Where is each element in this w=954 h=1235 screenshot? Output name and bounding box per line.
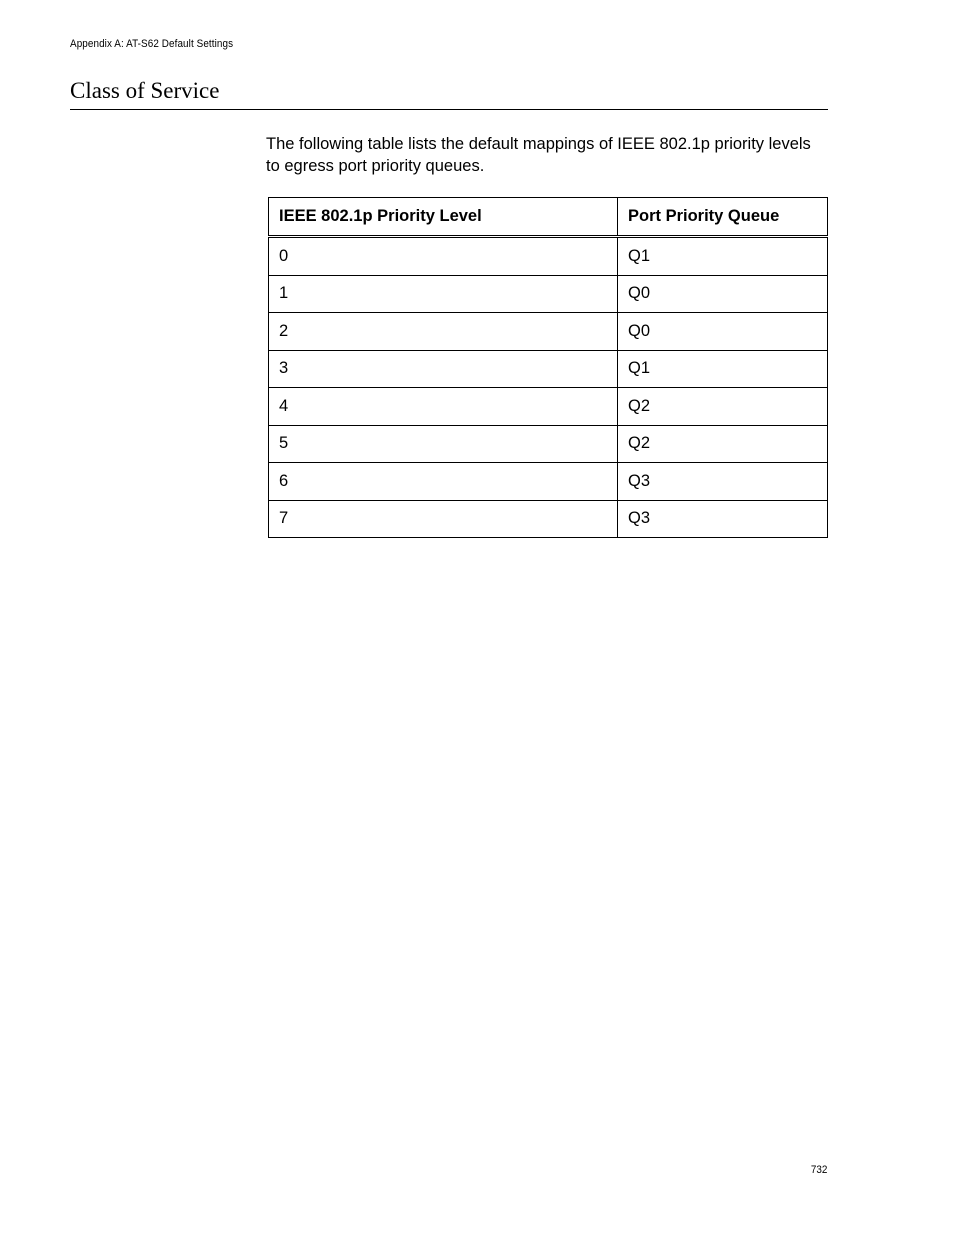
page-number: 732 [810, 1164, 827, 1176]
running-header: Appendix A: AT-S62 Default Settings [70, 38, 234, 50]
port-queue-cell: Q1 [618, 237, 828, 276]
intro-paragraph: The following table lists the default mappings of IEEE 802.1p priority levels to egress port priority queues. [266, 135, 811, 175]
table-row [269, 388, 828, 426]
priority-level-cell: 7 [269, 500, 618, 538]
title-rule [70, 109, 828, 110]
port-queue-cell: Q0 [618, 275, 828, 313]
priority-level-cell: 2 [269, 313, 618, 351]
port-queue-cell: Q1 [618, 350, 828, 388]
priority-level-cell: 6 [269, 463, 618, 501]
table-row [269, 500, 828, 538]
priority-level-cell: 4 [269, 388, 618, 426]
table-row [269, 425, 828, 463]
port-queue-cell: Q2 [618, 425, 828, 463]
port-queue-cell: Q2 [618, 388, 828, 426]
priority-mapping-table [268, 197, 828, 538]
column-header-port-queue: Port Priority Queue [618, 198, 828, 237]
table-row [269, 237, 828, 276]
table-header-row [269, 198, 828, 237]
priority-level-cell: 0 [269, 237, 618, 276]
table-row [269, 463, 828, 501]
port-queue-cell: Q3 [618, 500, 828, 538]
port-queue-cell: Q0 [618, 313, 828, 351]
priority-level-cell: 1 [269, 275, 618, 313]
column-header-priority-level: IEEE 802.1p Priority Level [269, 198, 618, 237]
table-row [269, 275, 828, 313]
priority-level-cell: 3 [269, 350, 618, 388]
priority-level-cell: 5 [269, 425, 618, 463]
table-row [269, 350, 828, 388]
port-queue-cell: Q3 [618, 463, 828, 501]
table-row [269, 313, 828, 351]
section-title: Class of Service [70, 78, 220, 103]
